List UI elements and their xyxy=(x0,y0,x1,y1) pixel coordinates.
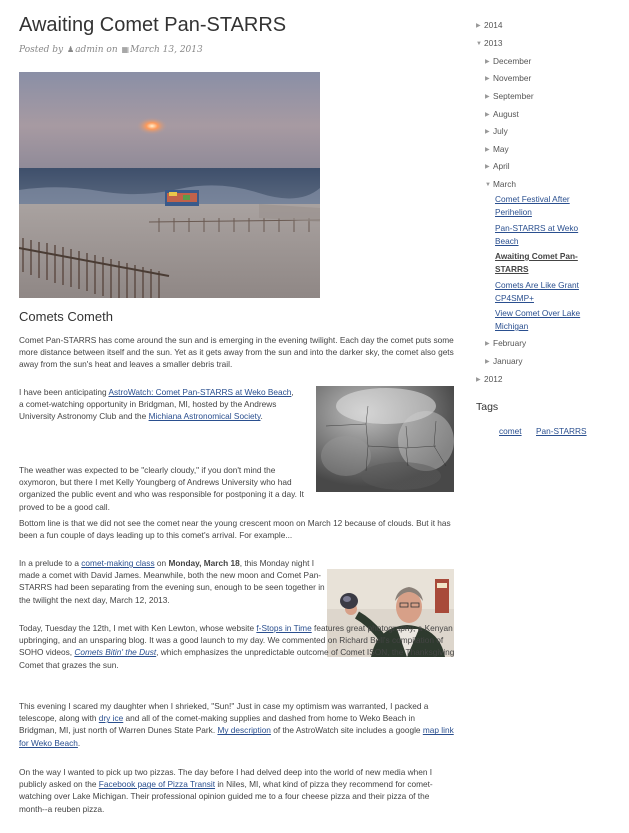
pizza-transit-link[interactable]: Facebook page of Pizza Transit xyxy=(98,779,216,790)
michiana-link[interactable]: Michiana Astronomical Society xyxy=(148,411,261,422)
triangle-right-icon: ▶ xyxy=(485,359,490,365)
beach-photo xyxy=(19,72,320,298)
post-date-link[interactable]: March 13, 2013 xyxy=(130,45,203,55)
triangle-right-icon: ▶ xyxy=(485,76,490,82)
archive-month-december[interactable]: ▶ December xyxy=(485,56,532,66)
dry-ice-link[interactable]: dry ice xyxy=(98,713,124,724)
triangle-right-icon: ▶ xyxy=(476,377,481,383)
archive-month-march[interactable]: ▼ March xyxy=(485,179,517,189)
user-icon: ♟ xyxy=(67,45,75,54)
triangle-right-icon: ▶ xyxy=(485,112,490,118)
archive-year-2014[interactable]: ▶ 2014 xyxy=(476,20,503,30)
triangle-right-icon: ▶ xyxy=(485,164,490,170)
triangle-right-icon: ▶ xyxy=(476,23,481,29)
triangle-down-icon: ▼ xyxy=(485,182,491,188)
tag-pan-starrs[interactable]: Pan-STARRS xyxy=(536,426,587,436)
tag-comet[interactable]: comet xyxy=(499,426,522,436)
paragraph-3: The weather was expected to be "clearly cloudy," if you don't mind the oxymoron, but there I met Kelly Youngberg of Andrews University who had organized the public event and who was responsible for postponing it a day. It proved to be a good call. xyxy=(19,465,304,512)
post-meta xyxy=(19,45,203,55)
paragraph-1: Comet Pan-STARRS has come around the sun and is emerging in the evening twilight. Each day the comet puts some more distance between itself and the sun. Yet as it gets away from the sun and into the darker sky, the comet also gets away from the sun's heat and leaves a smaller debris trail. xyxy=(19,335,454,370)
paragraph-8: On the way I wanted to pick up two pizzas. The day before I had delved deep into the world of new media when I publicly asked on the Facebook page of Pizza Transit in Niles, MI, what kind of pizza they recommend for comet-watching over Lake Michigan. Their professional opinion guided me to a four cheese pizza and their pizza of the month--a reuben pizza. xyxy=(19,767,433,814)
archive-post-weko-beach[interactable]: Pan-STARRS at Weko Beach xyxy=(495,223,579,246)
triangle-right-icon: ▶ xyxy=(485,94,490,100)
author-link[interactable]: admin xyxy=(75,45,104,55)
archive-month-february[interactable]: ▶ February xyxy=(485,338,527,348)
paragraph-6: Today, Tuesday the 12th, I met with Ken Lewton, whose website f-Stops in Time features great photography, a Kenyan upbringing, and an unsparing blog. It was a good launch to my day. We commented on Richard Bell's compilation of SOHO videos, Comets Bitin' the Dust, which emphasizes the unpredictable outcome of Comet ISON, the Thanksgiving Comet that grazes the sun. xyxy=(19,623,455,670)
archive-month-november[interactable]: ▶ November xyxy=(485,73,532,83)
triangle-right-icon: ▶ xyxy=(485,147,490,153)
archive-post-comets-like-grant[interactable]: Comets Are Like Grant CP4SMP+ xyxy=(495,280,579,303)
archive-month-august[interactable]: ▶ August xyxy=(485,109,519,119)
archive-month-july[interactable]: ▶ July xyxy=(485,126,508,136)
archive-month-april[interactable]: ▶ April xyxy=(485,161,510,171)
satellite-weather-map xyxy=(316,386,454,492)
calendar-icon: ▦ xyxy=(121,45,130,54)
archive-post-view-comet[interactable]: View Comet Over Lake Michigan xyxy=(495,308,581,331)
archive-year-2012[interactable]: ▶ 2012 xyxy=(476,374,503,384)
archive-post-comet-festival[interactable]: Comet Festival After Perihelion xyxy=(495,194,570,217)
triangle-right-icon: ▶ xyxy=(485,59,490,65)
archive-year-2013[interactable]: ▼ 2013 xyxy=(476,38,503,48)
paragraph-7: This evening I scared my daughter when I shrieked, "Sun!" Just in case my optimism was warranted, I packed a telescope, along with dry ice and all of the comet-making supplies and dashed from home to Weko Beach in Bridgman, MI, just north of Warren Dunes State Park. My description of the AstroWatch site includes a google map link for Weko Beach. xyxy=(19,701,454,748)
paragraph-2: I have been anticipating AstroWatch: Comet Pan-STARRS at Weko Beach, a comet-watching opportunity in Bridgman, MI, hosted by the Andrews University Astronomy Club and the Michiana Astronomical Society. xyxy=(19,387,294,422)
triangle-right-icon: ▶ xyxy=(485,341,490,347)
post-title: Awaiting Comet Pan-STARRS xyxy=(19,14,287,36)
archive-month-may[interactable]: ▶ May xyxy=(485,144,509,154)
archive-post-awaiting-comet[interactable]: Awaiting Comet Pan-STARRS xyxy=(495,251,578,274)
astrowatch-link[interactable]: AstroWatch: Comet Pan-STARRS at Weko Beach xyxy=(108,387,292,397)
triangle-down-icon: ▼ xyxy=(476,41,482,47)
posted-by-label: Posted by xyxy=(19,45,64,55)
my-description-link[interactable]: My description xyxy=(217,725,271,736)
comets-bitin-link[interactable]: Comets Bitin' the Dust xyxy=(74,647,157,658)
archive-month-september[interactable]: ▶ September xyxy=(485,91,534,101)
archive-month-january[interactable]: ▶ January xyxy=(485,356,523,366)
triangle-right-icon: ▶ xyxy=(485,129,490,135)
section-heading: Comets Cometh xyxy=(19,309,113,324)
f-stops-link[interactable]: f-Stops in Time xyxy=(256,623,312,633)
comet-making-class-link[interactable]: comet-making class xyxy=(81,558,155,568)
tags-heading: Tags xyxy=(476,401,499,413)
map-link[interactable]: map link for Weko Beach xyxy=(19,725,454,748)
on-label: on xyxy=(106,45,118,55)
paragraph-4: Bottom line is that we did not see the comet near the young crescent moon on March 12 because of clouds. But it has been a fun couple of days leading up to this comet's arrival. For example... xyxy=(19,518,451,541)
paragraph-5: In a prelude to a comet-making class on Monday, March 18, this Monday night I made a comet with David James. Meanwhile, both the new moon and Comet Pan-STARRS had been separating from the evening sun, enough to be seen together in the twilight the next day, March 12, 2013. xyxy=(19,558,325,605)
